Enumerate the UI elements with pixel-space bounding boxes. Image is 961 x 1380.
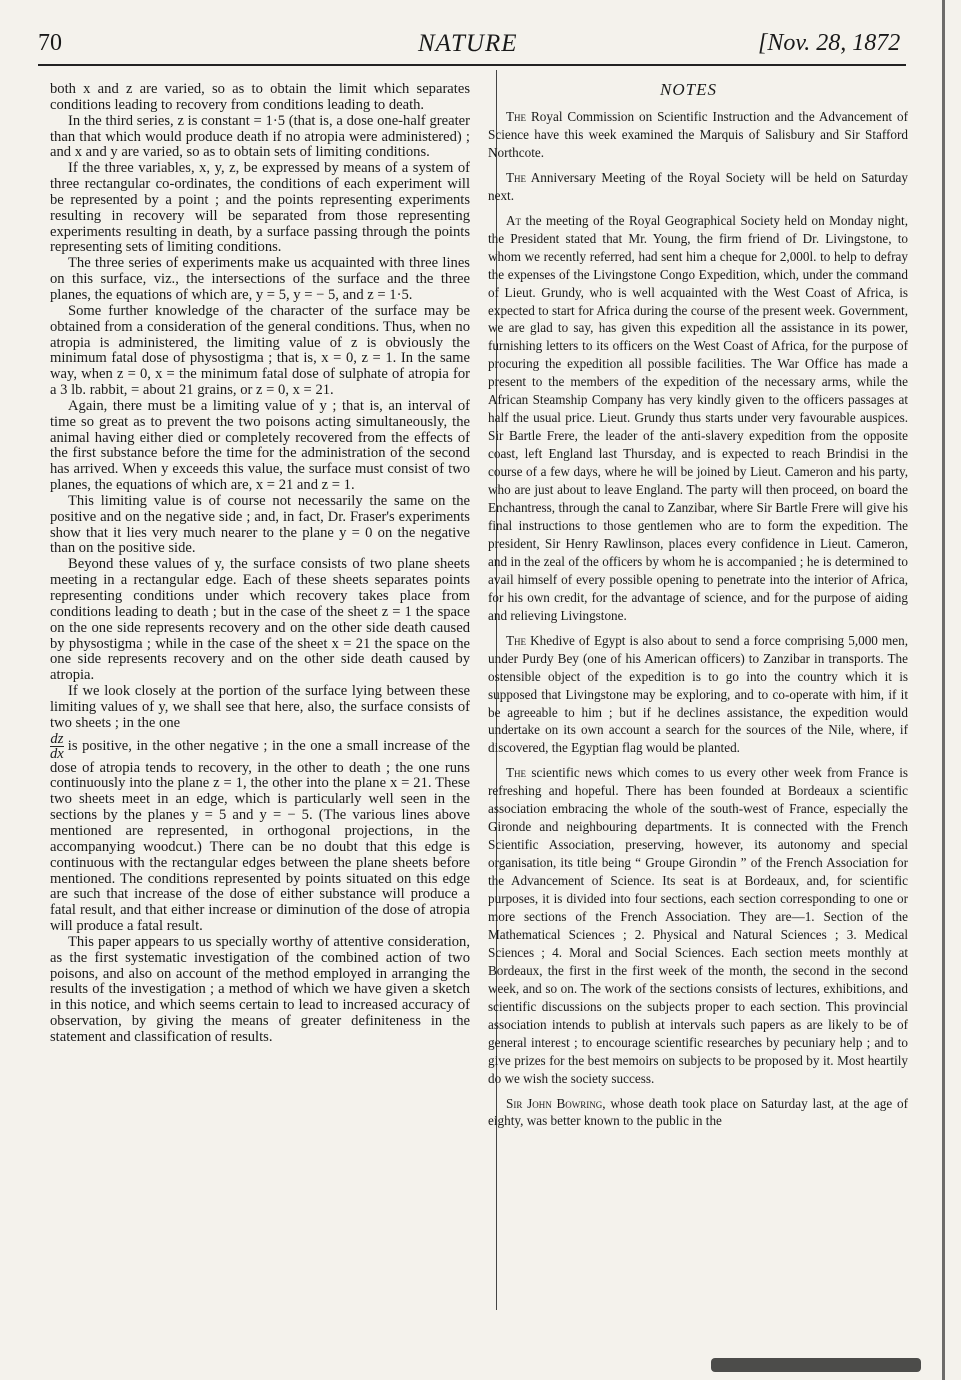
note-lead: The [506,169,527,185]
journal-title: NATURE [418,30,518,57]
page-header [38,30,918,62]
note-text: whose death took place on Saturday last, at the age of eighty, was better known to the public in the [488,1095,908,1129]
article-paragraph: Beyond these values of y, the surface consists of two plane sheets meeting in a rectangular edge. Each of these sheets separates points representing conditions under which recovery takes place from conditions leading to death ; but in the case of the sheet z = 1 the space on the one side represents recovery and on the other side death caused by physostigma ; while in the case of the sheet x = 21 the space on the one side represents recovery and on the other side death caused by atropia. [50,556,470,684]
article-paragraph: both x and z are varied, so as to obtain the limit which separates conditions leading to recovery from conditions leading to death. [50,81,470,113]
note-text: Anniversary Meeting of the Royal Society will be held on Saturday next. [488,169,908,203]
note-lead: The [506,765,527,781]
fraction-numerator: dz [50,730,64,747]
note-paragraph [488,764,908,1087]
article-paragraph: This paper appears to us specially worthy of attentive consideration, as the first systematic investigation of the combined action of two poisons, and also on account of the method employed in arranging the results of the investigation ; a method of which we have given a sketch in this notice, and which seems certain to lead to increased accuracy of observation, by giving the means of greater definiteness in the statement and classification of results. [50,933,470,1045]
note-lead: The [506,632,527,648]
fraction-denominator: dx [50,745,64,762]
note-paragraph [488,108,908,162]
derivative-fraction [50,732,64,761]
print-smudge [711,1358,921,1372]
note-lead: Sir John Bowring, [506,1095,606,1111]
article-paragraph: If the three variables, x, y, z, be expressed by means of a system of three rectangular co-ordinates, the conditions of each experiment will be represented by a point ; and the points representing experiments resulting in recovery will be separated from those representing experiments resulting in death, by a surface passing through the points representing sets of limiting conditions. [50,160,470,256]
note-text: Royal Commission on Scientific Instruction and the Advancement of Science have this week examined the Marquis of Salisbury and Sir Stafford Northcote. [488,109,908,160]
article-paragraph: If we look closely at the portion of the surface lying between these limiting values of y, we shall see that here, also, the surface consists of two sheets ; in the one [50,683,470,731]
note-lead: At [506,212,522,228]
page-edge-shadow [942,0,945,1380]
article-paragraph: Again, there must be a limiting value of y ; that is, an interval of time so great as to prevent the two poisons acting simultaneously, the animal having either died or completely recovered from the effects of the first substance before the time for the administration of the second has arrived. When y exceeds this value, the surface must consist of two planes, the equations of which are, x = 21 and z = 1. [50,397,470,494]
article-paragraph-text: is positive, in the other negative ; in the one a small increase of the dose of atropia tends to recovery, in the other to death ; the one runs continuously into the plane z = 1, the other into the plane x = 21. These two sheets meet in an edge, which is particularly well seen in the sections by the planes y = 5 and y = − 5. (The various lines above mentioned are represented, in orthogonal projections, in the accompanying woodcut.) There can be no doubt that this edge is continuous with the rectangular edges between the plane sheets before mentioned. The conditions represented by points situated on this edge are such that increase of the dose of either substance will produce a fatal result, and that either increase or diminution of the dose of atropia will produce a fatal result. [50,737,470,935]
notes-heading: NOTES [660,80,717,99]
note-text: scientific news which comes to us every other week from France is refreshing and hopeful. There has been founded at Bordeaux a scientific association embracing the whole of the south-west of France, especially the Gironde and neighbouring departments. It is connected with the French Scientific Association, preserving, however, its autonomy and special organisation, its title being “ Groupe Girondin ” of the French Association for the Advancement of Science. Its seat is at Bordeaux, and, for scientific purposes, it is divided into four sections, each section corresponding to one or more sections of the French Association. They are—1. Section of the Mathematical Sciences ; 2. Physical and Natural Sciences ; 3. Medical Sciences ; 4. Moral and Social Sciences. Each section meets monthly at Bordeaux, the first in the first week of the month, the second in the second week, and so on. The work of the sections consists of lectures, exhibitions, and scientific discussions on the subjects proper to each section. This provincial association intends to publish at intervals such papers as are likely to be of general interest ; to encourage scientific researches by pecuniary help ; and to give prizes for the best memoirs on subjects to be proposed by it. Most heartily do we wish the society success. [488,765,908,1086]
notes-column [488,108,908,1137]
note-paragraph [488,1095,908,1131]
page-number: 70 [38,30,62,56]
issue-date: [Nov. 28, 1872 [758,30,901,56]
header-rule [38,64,906,66]
left-column [50,82,470,1046]
note-lead: The [506,109,527,124]
note-text: Khedive of Egypt is also about to send a force comprising 5,000 men, under Purdy Bey (one of his American officers) to Zanzibar in transports. The ostensible object of the expedition is to go into the country which it is supposed that Livingstone may be exploring, and to co-operate with him, if it be agreeable to him ; but if he declines assistance, the expedition would undertake on its own account a search for the sources of the Nile, where, if discovered, the Egyptian flag would be planted. [488,632,908,756]
note-text: the meeting of the Royal Geographical Society held on Monday night, the President stated that Mr. Young, the firm friend of Dr. Livingstone, to whom we recently referred, had sent him a cheque for 2,000l. to help to defray the expenses of the Livingstone Congo Expedition, which, under the command of Lieut. Grundy, who is well acquainted with the West Coast of Africa, is expected to start for Africa during the course of the present week. Government, we are glad to say, has given this expedition all the assistance in its power, furnishing letters to its officers on the West Coast of Africa, for the purpose of procuring the expedition all possible facilities. The War Office has made a present to the members of the expedition of the necessary arms, while the African Steamship Company has very kindly given to the officers passages at half the usual price. Lieut. Grundy thus starts under very favourable auspices. Sir Bartle Frere, the leader of the anti-slavery expedition from the opposite coast, left England last Thursday, and is expected to reach Brindisi in the course of a few days, where he will be joined by Lieut. Cameron and his party, who are just about to leave England. The party will then proceed, on board the Enchantress, through the canal to Zanzibar, where Sir Bartle Frere will give his final instructions to those gentlemen who are to form the expedition. The president, Sir Henry Rawlinson, places every confidence in Lieut. Cameron, and in the zeal of the officers by whom he is accompanied ; he is determined to avail himself of every possible opening to penetrate into the interior of Africa, for his own credit, for the advantage of science, and for the purpose of aiding and relieving Livingstone. [488,212,908,623]
article-paragraph: This limiting value is of course not necessarily the same on the positive and on the negative side ; and, in fact, Dr. Fraser's experiments show that it lies very much nearer to the plane y = 0 on the negative than on the positive side. [50,492,470,557]
note-paragraph [488,212,908,625]
note-paragraph [488,632,908,758]
article-paragraph: The three series of experiments make us acquainted with three lines on this surface, viz., the intersections of the surface and the three planes, the equations of which are, y = 5, y = − 5, and z = 1·5. [50,255,470,303]
article-paragraph: In the third series, z is constant = 1·5 (that is, a dose one-half greater than that which would produce death if no atropia were administered) ; and x and y are varied, so as to obtain sets of limiting conditions. [50,112,470,161]
article-paragraph: Some further knowledge of the character of the surface may be obtained from a consideration of the general conditions. Thus, when no atropia is administered, the limiting value of z is obviously the minimum fatal dose of physostigma ; that is, x = 0, z = 1. In the same way, when z = 0, x = the minimum fatal dose of sulphate of atropia for a 3 lb. rabbit, = about 21 grains, or z = 0, x = 21. [50,302,470,399]
article-paragraph-with-fraction [50,732,470,935]
note-paragraph [488,169,908,205]
